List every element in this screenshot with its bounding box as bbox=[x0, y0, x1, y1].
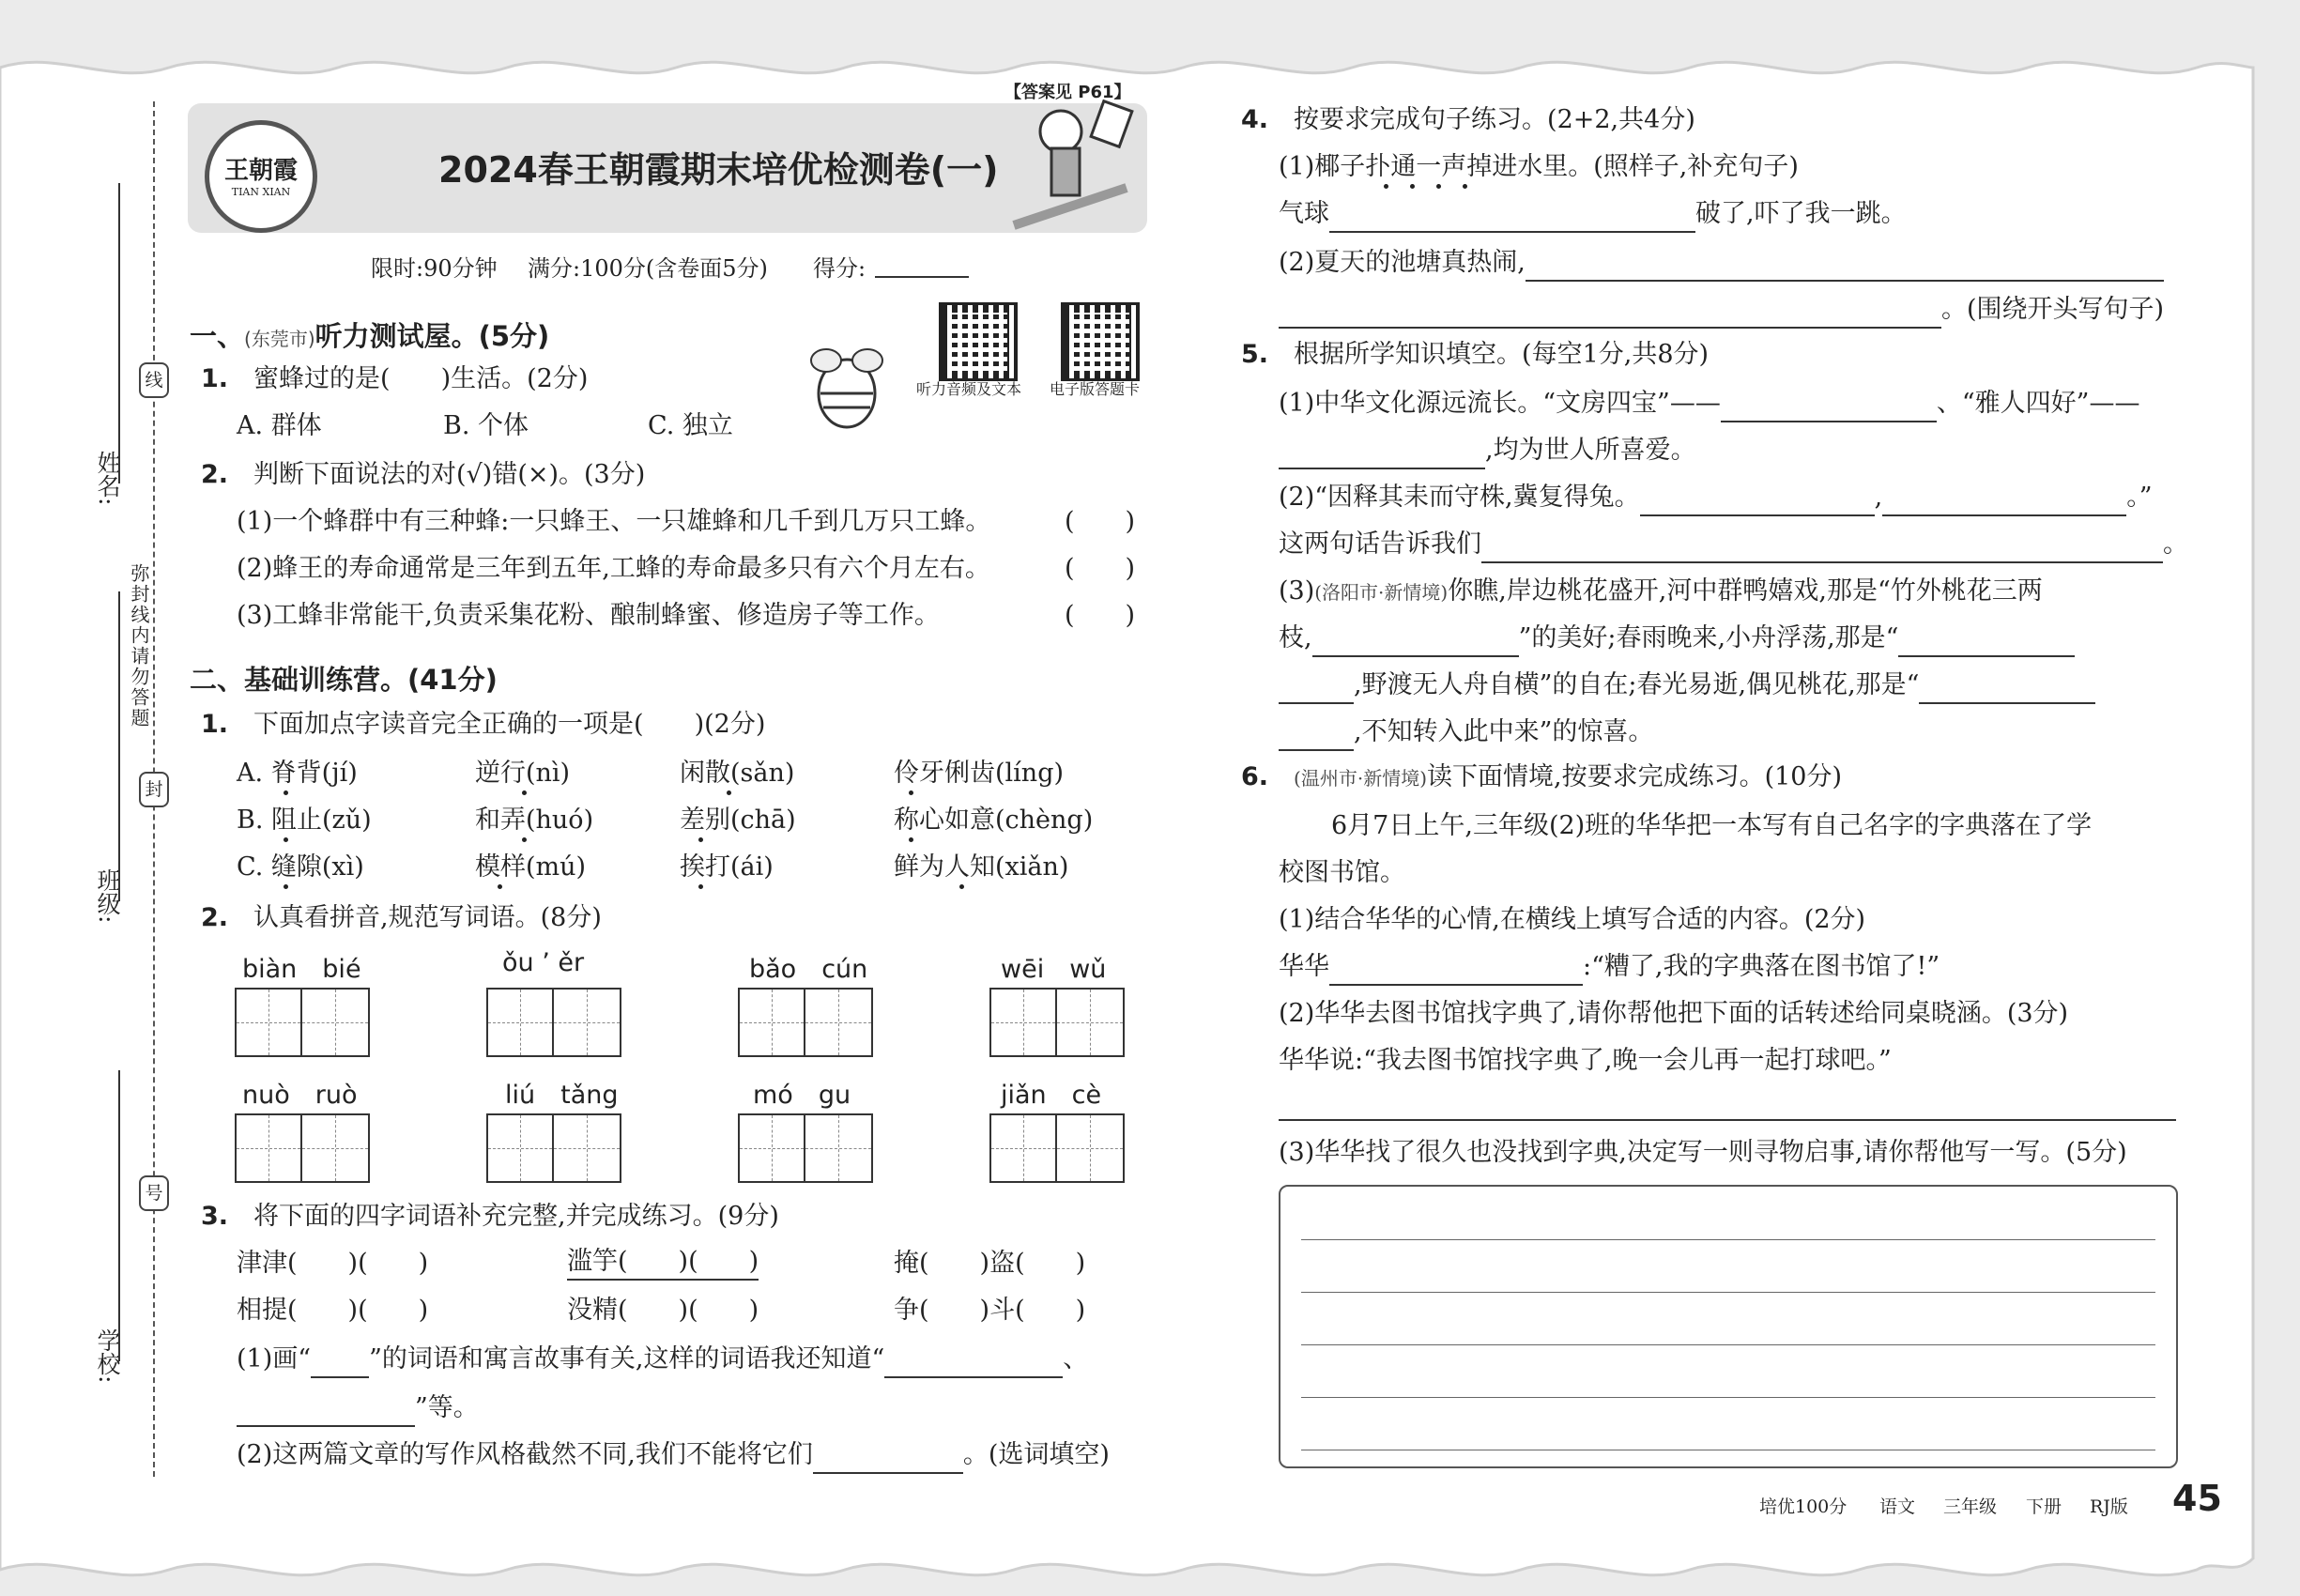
pinyin-7: mó gu bbox=[753, 1081, 851, 1110]
pinyin-3: bǎo cún bbox=[749, 955, 868, 984]
writing-grid-4[interactable] bbox=[989, 988, 1125, 1057]
judge-paren-1[interactable]: ( ) bbox=[1065, 507, 1136, 536]
section-2-title: 二、基础训练营。(41分) bbox=[190, 664, 498, 696]
answer-blank[interactable] bbox=[884, 1348, 1063, 1378]
idiom-2[interactable]: 滥竽( )( ) bbox=[567, 1245, 759, 1281]
answer-blank[interactable] bbox=[1279, 299, 1941, 329]
q6: 6. (温州市·新情境)读下面情境,按要求完成练习。(10分) bbox=[1241, 762, 1843, 791]
q5-p3-cont2: ,野渡无人舟自横”的自在;春光易逝,偶见桃花,那是“ bbox=[1279, 667, 2095, 704]
emphasis-dot bbox=[1410, 184, 1415, 189]
emphasis-dot bbox=[727, 790, 731, 795]
emphasis-dot bbox=[1436, 184, 1441, 189]
writing-grid-8[interactable] bbox=[989, 1113, 1125, 1183]
footer-book: 培优100分 bbox=[1759, 1496, 1848, 1517]
answer-ref: 【答案见 P61】 bbox=[1004, 83, 1131, 102]
pinyin-8: jiǎn cè bbox=[1001, 1081, 1102, 1110]
q4: 4. 按要求完成句子练习。(2+2,共4分) bbox=[1241, 105, 1695, 134]
s1-q1-option-c[interactable]: C. 独立 bbox=[648, 411, 733, 440]
footer-grade: 三年级 bbox=[1943, 1496, 1998, 1517]
idiom-1[interactable]: 津津( )( ) bbox=[237, 1249, 429, 1278]
answer-blank[interactable] bbox=[813, 1444, 963, 1474]
q6-p2-quote: 华华说:“我去图书馆找字典了,晚一会儿再一起打球吧。” bbox=[1279, 1046, 1892, 1075]
answer-blank[interactable] bbox=[1279, 674, 1354, 704]
q6-p1: (1)结合华华的心情,在横线上填写合适的内容。(2分) bbox=[1279, 905, 1866, 934]
writing-grid-1[interactable] bbox=[235, 988, 370, 1057]
q6-p2: (2)华华去图书馆找字典了,请你帮他把下面的话转述给同桌晓涵。(3分) bbox=[1279, 999, 2069, 1028]
q5-p1: (1)中华文化源远流长。“文房四宝”—— 、“雅人四好”—— bbox=[1279, 385, 2139, 422]
idiom-6[interactable]: 争( )斗( ) bbox=[894, 1296, 1086, 1325]
q5-p2-cont: 这两句话告诉我们 。 bbox=[1279, 526, 2188, 563]
q4-p2: (2)夏天的池塘真热闹, bbox=[1279, 244, 2164, 282]
emphasis-dot bbox=[698, 837, 703, 842]
emphasis-dot bbox=[909, 837, 913, 842]
q6-p2-answer-line[interactable] bbox=[1279, 1119, 2176, 1121]
answer-blank[interactable] bbox=[1279, 439, 1485, 469]
q6-p3: (3)华华找了很久也没找到字典,决定写一则寻物启事,请你帮他写一写。(5分) bbox=[1279, 1138, 2127, 1167]
notice-writing-box[interactable] bbox=[1279, 1185, 2178, 1468]
page-title: 2024春王朝霞期末培优检测卷(一) bbox=[438, 149, 999, 191]
judge-paren-3[interactable]: ( ) bbox=[1065, 601, 1136, 630]
answer-blank[interactable] bbox=[1640, 486, 1875, 516]
hao-mark: 号 bbox=[139, 1175, 169, 1211]
q5-p1-cont: ,均为世人所喜爱。 bbox=[1279, 432, 1696, 469]
q6-p1-answer: 华华 :“糟了,我的字典落在图书馆了!” bbox=[1279, 948, 1940, 986]
s1-q2-item-3: (3)工蜂非常能干,负责采集花粉、酿制蜂蜜、修造房子等工作。 bbox=[237, 601, 940, 630]
answer-blank[interactable] bbox=[1481, 533, 2163, 563]
emphasis-dot bbox=[498, 884, 502, 889]
pinyin-5: nuò ruò bbox=[242, 1081, 358, 1110]
school-line bbox=[118, 1070, 120, 1361]
s1-q1: 1. 蜜蜂过的是( )生活。(2分) bbox=[201, 364, 589, 393]
s1-q2: 2. 判断下面说法的对(√)错(×)。(3分) bbox=[201, 460, 646, 489]
writing-grid-6[interactable] bbox=[486, 1113, 621, 1183]
s1-q1-option-a[interactable]: A. 群体 bbox=[237, 411, 322, 440]
footer-subject: 语文 bbox=[1879, 1496, 1916, 1517]
brand-logo bbox=[205, 120, 317, 233]
answer-blank[interactable] bbox=[237, 1397, 415, 1427]
judge-paren-2[interactable]: ( ) bbox=[1065, 554, 1136, 583]
q5: 5. 根据所学知识填空。(每空1分,共8分) bbox=[1241, 340, 1710, 369]
qr-audio[interactable] bbox=[939, 302, 1018, 381]
s2-q2: 2. 认真看拼音,规范写词语。(8分) bbox=[201, 903, 602, 932]
feng-mark: 封 bbox=[139, 772, 169, 807]
s2-q1-b2: 和弄(huó) bbox=[475, 806, 594, 835]
s2-q3-p1: (1)画“ ”的词语和寓言故事有关,这样的词语我还知道“ 、 bbox=[237, 1341, 1088, 1378]
answer-blank[interactable] bbox=[1329, 203, 1695, 233]
score-blank[interactable] bbox=[875, 276, 969, 278]
s2-q1-b4: 称心如意(chèng) bbox=[894, 806, 1094, 835]
logo-text: 王朝霞 bbox=[223, 157, 298, 185]
answer-blank[interactable] bbox=[1312, 627, 1519, 657]
s2-q1-c2: 模样(mú) bbox=[475, 852, 587, 882]
score-label: 得分: bbox=[813, 255, 866, 282]
writing-grid-5[interactable] bbox=[235, 1113, 370, 1183]
answer-blank[interactable] bbox=[1919, 674, 2095, 704]
q5-p2: (2)“因释其耒而守株,冀复得兔。 , 。” bbox=[1279, 479, 2153, 516]
s2-q1-b3: 差别(chā) bbox=[680, 806, 796, 835]
q6-story-2: 校图书馆。 bbox=[1279, 858, 1405, 887]
answer-blank[interactable] bbox=[1279, 721, 1354, 751]
name-label: 姓名: bbox=[94, 451, 121, 506]
q4-p1: (1)椰子扑通一声掉进水里。(照样子,补充句子) bbox=[1279, 152, 1799, 181]
pinyin-2: ǒu ’ ěr bbox=[502, 948, 585, 977]
emphasis-dot bbox=[284, 884, 288, 889]
emphasis-dot bbox=[522, 790, 527, 795]
s2-q3: 3. 将下面的四字词语补充完整,并完成练习。(9分) bbox=[201, 1202, 779, 1231]
emphasis-dot bbox=[284, 837, 288, 842]
emphasis-dot bbox=[1463, 184, 1467, 189]
class-label: 班级: bbox=[94, 868, 121, 924]
page-number: 45 bbox=[2172, 1478, 2222, 1519]
answer-blank[interactable] bbox=[1526, 252, 2164, 282]
answer-blank[interactable] bbox=[1882, 486, 2126, 516]
cartoon-icon bbox=[995, 94, 1145, 235]
writing-grid-3[interactable] bbox=[738, 988, 873, 1057]
q5-p3-cont: 枝, ”的美好;春雨晚来,小舟浮荡,那是“ bbox=[1279, 620, 2075, 657]
s2-q1-c4: 鲜为人知(xiǎn) bbox=[894, 852, 1069, 882]
writing-grid-2[interactable] bbox=[486, 988, 621, 1057]
s1-q1-option-b[interactable]: B. 个体 bbox=[443, 411, 529, 440]
q5-p3-cont3: ,不知转入此中来”的惊喜。 bbox=[1279, 714, 1653, 751]
full-score: 满分:100分(含卷面5分) bbox=[528, 255, 768, 282]
qr-audio-label: 听力音频及文本 bbox=[916, 380, 1022, 398]
pinyin-1: biàn bié bbox=[242, 955, 361, 984]
footer-volume: 下册 bbox=[2026, 1496, 2062, 1517]
q6-story-1: 6月7日上午,三年级(2)班的华华把一本写有自己名字的字典落在了学 bbox=[1331, 811, 2093, 840]
name-line bbox=[118, 183, 120, 483]
s2-q1-b1[interactable]: B. 阻止(zǔ) bbox=[237, 806, 372, 835]
answer-blank[interactable] bbox=[1721, 392, 1937, 422]
emphasis-dot bbox=[284, 790, 288, 795]
emphasis-dot bbox=[698, 884, 703, 889]
s2-q1-a1[interactable]: A. 脊背(jí) bbox=[237, 759, 358, 788]
s1-q2-item-1: (1)一个蜂群中有三种蜂:一只蜂王、一只雄蜂和几千到几万只工蜂。 bbox=[237, 507, 991, 536]
q4-p1-answer: 气球 破了,吓了我一跳。 bbox=[1279, 195, 1907, 233]
s2-q1-c1[interactable]: C. 缝隙(xì) bbox=[237, 852, 364, 882]
idiom-4[interactable]: 相提( )( ) bbox=[237, 1296, 429, 1325]
pinyin-4: wēi wǔ bbox=[1001, 955, 1107, 984]
s2-q1: 1. 下面加点字读音完全正确的一项是( )(2分) bbox=[201, 710, 766, 739]
emphasis-dot bbox=[909, 790, 913, 795]
q5-p3: (3)(洛阳市·新情境)你瞧,岸边桃花盛开,河中群鸭嬉戏,那是“竹外桃花三两 bbox=[1279, 576, 2043, 606]
xian-mark: 线 bbox=[139, 362, 169, 398]
answer-blank[interactable] bbox=[1329, 956, 1583, 986]
seal-note: 弥封线内请勿答题 bbox=[126, 563, 153, 729]
writing-grid-7[interactable] bbox=[738, 1113, 873, 1183]
footer-edition: RJ版 bbox=[2090, 1496, 2128, 1517]
school-label: 学校: bbox=[94, 1328, 121, 1384]
emphasis-dot bbox=[1384, 184, 1388, 189]
logo-sub: TIAN XIAN bbox=[231, 186, 291, 198]
answer-blank[interactable] bbox=[1898, 627, 2075, 657]
class-line bbox=[118, 591, 120, 901]
pinyin-6: liú tǎng bbox=[505, 1081, 619, 1110]
emphasis-dot bbox=[959, 884, 964, 889]
s2-q1-a2: 逆行(nì) bbox=[475, 759, 571, 788]
s2-q1-a3: 闲散(sǎn) bbox=[680, 759, 795, 788]
emphasis-dot bbox=[522, 837, 527, 842]
q4-p2-cont: 。(围绕开头写句子) bbox=[1279, 291, 2164, 329]
qr-card[interactable] bbox=[1061, 302, 1140, 381]
qr-card-label: 电子版答题卡 bbox=[1050, 380, 1141, 398]
time-limit: 限时:90分钟 bbox=[371, 255, 498, 282]
s2-q3-p2: (2)这两篇文章的写作风格截然不同,我们不能将它们 。(选词填空) bbox=[237, 1436, 1110, 1474]
bee-icon bbox=[800, 342, 894, 445]
s2-q3-p1-cont: ”等。 bbox=[237, 1389, 479, 1427]
idiom-3[interactable]: 掩( )盗( ) bbox=[894, 1249, 1086, 1278]
s2-q1-a4: 伶牙俐齿(líng) bbox=[894, 759, 1065, 788]
s2-q1-c3: 挨打(ái) bbox=[680, 852, 774, 882]
s1-q2-item-2: (2)蜂王的寿命通常是三年到五年,工蜂的寿命最多只有六个月左右。 bbox=[237, 554, 990, 583]
idiom-5[interactable]: 没精( )( ) bbox=[567, 1296, 759, 1325]
section-1-title: 一、(东莞市)听力测试屋。(5分) bbox=[190, 320, 550, 352]
